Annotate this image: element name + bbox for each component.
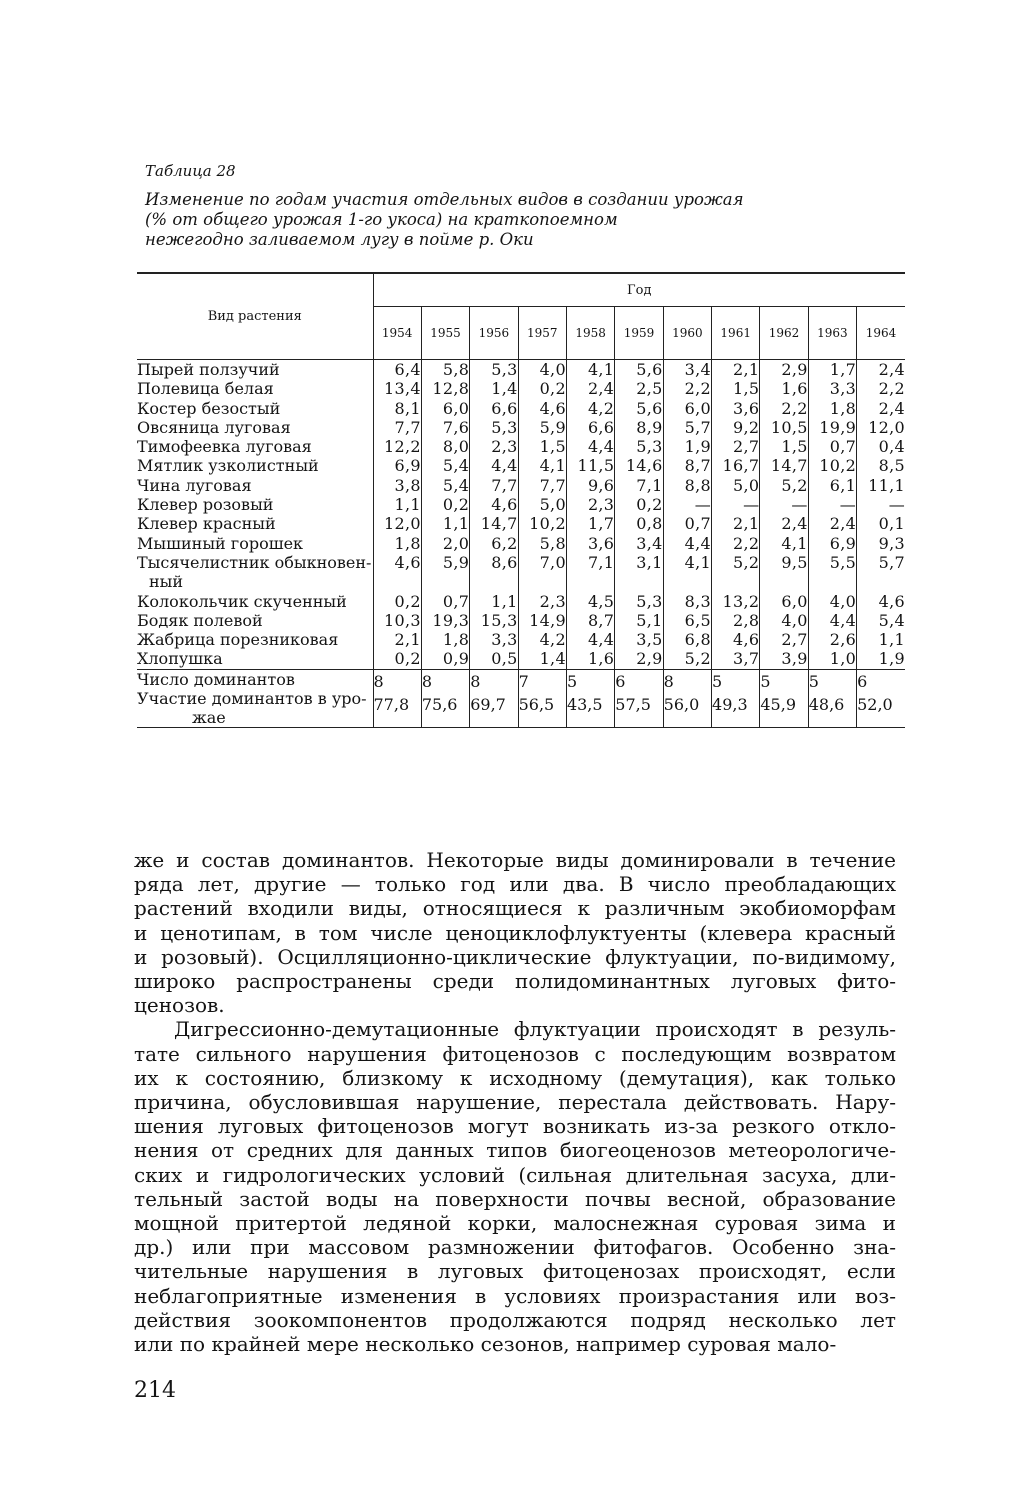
value-cell: 6,5: [684, 610, 712, 630]
dominants-count: 5: [760, 671, 771, 691]
value-cell: 2,2: [878, 379, 905, 399]
summary-values: [857, 669, 905, 727]
summary-row: [137, 669, 905, 727]
value-cell: 8,9: [636, 417, 663, 437]
value-cell: 1,7: [587, 514, 615, 534]
summary-values: [760, 669, 808, 727]
dominants-share: 52,0: [857, 694, 893, 714]
value-cell: 14,9: [529, 610, 566, 630]
summary-values: [421, 669, 469, 727]
value-cell: 15,3: [480, 610, 518, 630]
text-line: шения луговых фитоценозов могут возникать из-за резкого откло-: [134, 1114, 896, 1139]
species-name: Колокольчик скученный: [137, 591, 347, 611]
species-name: Костер безостый: [137, 398, 281, 418]
value-cell: —: [694, 495, 712, 515]
value-cell: 19,3: [432, 610, 470, 630]
species-name: ный: [149, 572, 184, 592]
value-cell: 3,8: [394, 475, 421, 495]
value-cell: 5,4: [442, 456, 470, 476]
value-cell: 2,4: [878, 398, 905, 418]
value-cell: 4,2: [587, 398, 615, 418]
value-cell: 2,2: [684, 379, 712, 399]
value-cell: 4,6: [491, 495, 518, 515]
value-cell: 0,2: [539, 379, 566, 399]
value-cell: 4,0: [539, 360, 566, 379]
value-cell: 3,9: [781, 649, 808, 669]
title-line: нежегодно заливаемом лугу в пойме р. Оки: [145, 230, 534, 249]
year-header: 1957: [518, 307, 566, 360]
value-cell: 7,1: [587, 552, 615, 572]
text-line: нения от средних для данных типов биогеоценозов метеорологиче-: [134, 1138, 896, 1163]
value-cell: 5,4: [878, 610, 905, 630]
value-cell: 5,8: [442, 360, 470, 379]
value-cell: 4,6: [539, 398, 566, 418]
value-cell: 0,8: [636, 514, 663, 534]
species-name: Чина луговая: [137, 475, 252, 495]
title-line: (% от общего урожая 1-го укоса) на краткопоемном: [145, 210, 618, 229]
value-cell: 10,2: [529, 514, 566, 534]
value-cell: 0,2: [394, 591, 421, 611]
value-cell: 0,4: [878, 437, 905, 457]
value-cell: 14,7: [770, 456, 808, 476]
text-line: их к состоянию, близкому к исходному (демутация), как только: [134, 1065, 896, 1090]
value-cell: 7,6: [442, 417, 470, 437]
species-name: Тимофеевка луговая: [137, 437, 312, 457]
year-values-column: [857, 360, 905, 670]
species-name: Мятлик узколистный: [137, 456, 319, 476]
value-cell: 6,0: [684, 398, 712, 418]
dominants-count: 8: [373, 671, 384, 691]
text-line: и розовый). Осцилляционно-циклические флуктуации, по-видимому,: [134, 944, 896, 969]
summary-values: [615, 669, 663, 727]
value-cell: 12,0: [868, 417, 905, 437]
value-cell: 4,1: [781, 533, 808, 553]
dominants-count: 6: [857, 671, 868, 691]
value-cell: —: [791, 495, 808, 515]
value-cell: 3,6: [733, 398, 760, 418]
summary-labels: [137, 669, 373, 727]
value-cell: 5,7: [878, 552, 905, 572]
year-values-column: [615, 360, 663, 670]
value-cell: 9,2: [733, 417, 760, 437]
value-cell: 2,9: [636, 649, 663, 669]
species-name: Жабрица порезниковая: [137, 630, 339, 650]
value-cell: 0,9: [442, 649, 470, 669]
value-cell: 12,8: [432, 379, 470, 399]
dominants-share: 56,5: [518, 694, 555, 714]
value-cell: 5,0: [733, 475, 760, 495]
year-values-column: [760, 360, 808, 670]
text-line: чительные нарушения в луговых фитоценозах происходят, если: [134, 1259, 896, 1284]
value-cell: 5,2: [733, 552, 760, 572]
dominants-count: 7: [518, 671, 529, 691]
dominants-share: 75,6: [421, 694, 458, 714]
text-line: широко распространены среди полидоминантных луговых фито-: [134, 969, 896, 994]
value-cell: 0,7: [442, 591, 470, 611]
value-cell: 0,2: [636, 495, 663, 515]
value-cell: 2,9: [781, 360, 808, 379]
value-cell: 2,8: [733, 610, 760, 630]
value-cell: [422, 572, 469, 591]
value-cell: [809, 572, 856, 591]
value-cell: 2,3: [539, 591, 566, 611]
summary-values: [663, 669, 711, 727]
value-cell: 5,8: [539, 533, 566, 553]
value-cell: [857, 572, 905, 591]
share-label: Участие доминантов в уро-: [137, 688, 367, 708]
value-cell: 4,4: [587, 630, 615, 650]
value-cell: 9,6: [587, 475, 615, 495]
dominants-count: 5: [566, 671, 578, 691]
value-cell: 1,5: [781, 437, 808, 457]
summary-values: [470, 669, 518, 727]
year-header: 1962: [760, 307, 808, 360]
value-cell: 12,0: [384, 514, 421, 534]
value-cell: 11,5: [577, 456, 615, 476]
species-name: Хлопушка: [137, 649, 223, 669]
value-cell: 5,2: [684, 649, 712, 669]
value-cell: 14,7: [480, 514, 518, 534]
species-name: Тысячелистник обыкновен-: [137, 552, 372, 572]
value-cell: 8,1: [394, 398, 421, 418]
text-line: или по крайней мере несколько сезонов, например суровая мало-: [134, 1332, 837, 1357]
year-values-column: [712, 360, 760, 670]
text-line: ряда лет, другие — только год или два. В число преобладающих: [134, 872, 896, 897]
species-name: Клевер розовый: [137, 495, 274, 515]
value-cell: 8,8: [684, 475, 712, 495]
value-cell: 2,7: [733, 437, 760, 457]
year-header: 1961: [712, 307, 760, 360]
value-cell: 10,5: [770, 417, 808, 437]
value-cell: 4,0: [781, 610, 808, 630]
value-cell: 5,6: [636, 398, 663, 418]
value-cell: 1,4: [539, 649, 566, 669]
dominants-count: 6: [615, 671, 626, 691]
value-cell: 4,5: [587, 591, 615, 611]
text-line: растений входили виды, относящиеся к различным экобиоморфам: [134, 896, 896, 921]
dominants-label: Число доминантов: [137, 669, 295, 689]
value-cell: 8,3: [684, 591, 712, 611]
value-cell: 1,8: [829, 398, 857, 418]
body-text: [134, 848, 896, 1356]
value-cell: 5,3: [491, 417, 518, 437]
summary-values: [808, 669, 856, 727]
value-cell: 2,2: [781, 398, 808, 418]
dominants-share: 69,7: [470, 694, 506, 714]
table-title: [145, 190, 845, 250]
value-cell: 4,1: [587, 360, 615, 379]
value-cell: 6,2: [491, 533, 518, 553]
species-header: Вид растения: [207, 309, 302, 324]
value-cell: 0,2: [442, 495, 470, 515]
value-cell: 2,4: [781, 514, 808, 534]
year-header: 1958: [566, 307, 614, 360]
data-table: [137, 272, 905, 728]
summary-values: [712, 669, 760, 727]
value-cell: 6,9: [829, 533, 857, 553]
dominants-share: 43,5: [566, 694, 603, 714]
value-cell: 7,7: [539, 475, 566, 495]
species-name: Полевица белая: [137, 379, 274, 399]
value-cell: 3,3: [829, 379, 857, 399]
summary-values: [518, 669, 566, 727]
value-cell: —: [839, 495, 857, 515]
paragraph-1: [134, 848, 896, 1017]
value-cell: 1,7: [829, 360, 857, 379]
value-cell: 1,8: [442, 630, 470, 650]
species-name: Бодяк полевой: [137, 610, 263, 630]
value-cell: —: [888, 495, 905, 515]
value-cell: [470, 572, 517, 591]
value-cell: 1,6: [781, 379, 808, 399]
value-cell: 8,0: [442, 437, 470, 457]
summary-values: [373, 669, 421, 727]
text-line: Дигрессионно-демутационные флуктуации происходят в резуль-: [174, 1017, 896, 1042]
value-cell: 2,3: [491, 437, 518, 457]
value-cell: 9,5: [781, 552, 808, 572]
species-name: Клевер красный: [137, 514, 276, 534]
year-header: 1963: [808, 307, 856, 360]
dominants-share: 45,9: [760, 694, 796, 714]
value-cell: 7,1: [636, 475, 663, 495]
value-cell: 5,6: [636, 360, 663, 379]
value-cell: 16,7: [722, 456, 760, 476]
page-number: 214: [134, 1378, 176, 1403]
value-cell: 1,4: [491, 379, 518, 399]
value-cell: 2,0: [442, 533, 470, 553]
value-cell: 5,2: [781, 475, 808, 495]
value-cell: 4,6: [394, 552, 421, 572]
value-cell: 10,3: [384, 610, 421, 630]
value-cell: 3,7: [733, 649, 760, 669]
value-cell: 2,1: [394, 630, 421, 650]
year-header: 1960: [663, 307, 711, 360]
year-group-header: Год: [373, 273, 905, 307]
year-header: 1956: [470, 307, 518, 360]
species-name: Овсяница луговая: [137, 417, 291, 437]
value-cell: 2,4: [829, 514, 857, 534]
value-cell: [615, 572, 662, 591]
value-cell: 7,0: [539, 552, 566, 572]
value-cell: 1,9: [684, 437, 712, 457]
dominants-count: 5: [808, 671, 819, 691]
value-cell: 8,7: [587, 610, 615, 630]
value-cell: —: [743, 495, 760, 515]
paragraph-2: [134, 1017, 896, 1356]
value-cell: 12,2: [384, 437, 421, 457]
text-line: ценозов.: [134, 993, 225, 1018]
value-cell: 5,0: [539, 495, 566, 515]
year-header: 1959: [615, 307, 663, 360]
value-cell: 0,7: [829, 437, 857, 457]
value-cell: 1,6: [587, 649, 615, 669]
value-cell: 13,4: [384, 379, 421, 399]
value-cell: 4,2: [539, 630, 566, 650]
value-cell: 0,1: [878, 514, 905, 534]
value-cell: 5,1: [636, 610, 663, 630]
value-cell: 1,1: [442, 514, 470, 534]
value-cell: 1,0: [829, 649, 857, 669]
summary-values: [566, 669, 614, 727]
value-cell: 4,4: [587, 437, 615, 457]
value-cell: 2,1: [733, 514, 760, 534]
value-cell: 2,5: [636, 379, 663, 399]
value-cell: 19,9: [819, 417, 857, 437]
value-cell: 1,1: [878, 630, 905, 650]
value-cell: 4,1: [684, 552, 712, 572]
value-cell: [567, 572, 614, 591]
value-cell: 5,9: [442, 552, 470, 572]
value-cell: 4,1: [539, 456, 566, 476]
year-header: 1964: [857, 307, 905, 360]
species-values-row: [137, 360, 905, 670]
value-cell: [712, 572, 759, 591]
value-cell: 0,5: [491, 649, 518, 669]
year-header: 1954: [373, 307, 421, 360]
value-cell: 2,4: [587, 379, 615, 399]
value-cell: 2,3: [587, 495, 615, 515]
value-cell: 6,1: [829, 475, 857, 495]
dominants-count: 8: [663, 671, 674, 691]
value-cell: 1,8: [394, 533, 421, 553]
year-values-column: [470, 360, 518, 670]
value-cell: 6,0: [781, 591, 808, 611]
title-line: Изменение по годам участия отдельных видов в создании урожая: [145, 190, 744, 209]
year-values-column: [421, 360, 469, 670]
value-cell: 7,7: [394, 417, 421, 437]
value-cell: [374, 572, 421, 591]
value-cell: 4,6: [733, 630, 760, 650]
value-cell: 4,4: [491, 456, 518, 476]
species-name: Мышиный горошек: [137, 533, 304, 553]
text-line: тате сильного нарушения фитоценозов с последующим возвратом: [134, 1041, 896, 1066]
value-cell: 7,7: [491, 475, 518, 495]
table-label: Таблица 28: [145, 162, 236, 180]
value-cell: 3,5: [636, 630, 663, 650]
value-cell: 5,3: [491, 360, 518, 379]
value-cell: 2,4: [878, 360, 905, 379]
text-line: тельный застой воды на поверхности почвы весной, образование: [134, 1186, 896, 1211]
value-cell: 8,6: [491, 552, 518, 572]
dominants-count: 8: [421, 671, 433, 691]
value-cell: 3,4: [684, 360, 712, 379]
text-line: др.) или при массовом размножении фитофагов. Особенно зна-: [134, 1235, 896, 1260]
year-values-column: [373, 360, 421, 670]
value-cell: 13,2: [722, 591, 760, 611]
value-cell: 6,6: [587, 417, 615, 437]
text-line: неблагоприятные изменения в условиях произрастания или воз-: [134, 1283, 896, 1308]
value-cell: 3,1: [636, 552, 663, 572]
value-cell: 1,9: [878, 649, 905, 669]
year-values-column: [518, 360, 566, 670]
dominants-share: 56,0: [663, 694, 700, 714]
dominants-count: 8: [470, 671, 481, 691]
value-cell: [760, 572, 807, 591]
value-cell: 5,5: [829, 552, 857, 572]
value-cell: 6,6: [491, 398, 518, 418]
value-cell: 6,4: [394, 360, 421, 379]
text-line: же и состав доминантов. Некоторые виды доминировали в течение: [134, 848, 896, 872]
species-name: Пырей ползучий: [137, 360, 280, 379]
value-cell: 11,1: [868, 475, 905, 495]
dominants-share: 77,8: [373, 694, 410, 714]
value-cell: 14,6: [625, 456, 663, 476]
value-cell: 1,1: [394, 495, 421, 515]
value-cell: 0,7: [684, 514, 712, 534]
text-line: мощной притертой ледяной корки, малоснежная суровая зима и: [134, 1211, 896, 1236]
value-cell: 1,5: [539, 437, 566, 457]
value-cell: 4,4: [829, 610, 857, 630]
value-cell: 8,7: [684, 456, 712, 476]
value-cell: 3,3: [491, 630, 518, 650]
value-cell: 5,7: [684, 417, 712, 437]
value-cell: 4,0: [829, 591, 857, 611]
year-values-column: [808, 360, 856, 670]
dominants-share: 49,3: [712, 694, 748, 714]
year-header: 1955: [421, 307, 469, 360]
value-cell: [664, 572, 711, 591]
year-values-column: [663, 360, 711, 670]
dominants-count: 5: [712, 671, 723, 691]
value-cell: 2,6: [829, 630, 857, 650]
value-cell: 0,2: [394, 649, 421, 669]
value-cell: 5,4: [442, 475, 470, 495]
value-cell: [519, 572, 566, 591]
value-cell: 6,8: [684, 630, 712, 650]
value-cell: 2,7: [781, 630, 808, 650]
value-cell: 4,4: [684, 533, 712, 553]
value-cell: 5,3: [636, 437, 663, 457]
year-values-column: [566, 360, 614, 670]
text-line: действия зоокомпонентов продолжаются подряд несколько лет: [134, 1307, 896, 1332]
value-cell: 6,9: [394, 456, 421, 476]
value-cell: 5,3: [636, 591, 663, 611]
value-cell: 3,4: [636, 533, 663, 553]
value-cell: 1,5: [733, 379, 760, 399]
value-cell: 9,3: [878, 533, 905, 553]
dominants-share: 48,6: [808, 694, 845, 714]
species-list: [137, 360, 373, 670]
text-line: причина, обусловившая нарушение, перестала действовать. Нару-: [134, 1090, 896, 1115]
text-line: и ценотипам, в том числе ценоциклофлуктуенты (клевера красный: [134, 920, 896, 945]
value-cell: 5,9: [539, 417, 566, 437]
share-label-cont: жае: [192, 707, 226, 727]
value-cell: 6,0: [442, 398, 470, 418]
value-cell: 1,1: [491, 591, 518, 611]
value-cell: 10,2: [819, 456, 857, 476]
text-line: ских и гидрологических условий (сильная длительная засуха, дли-: [134, 1162, 896, 1187]
dominants-share: 57,5: [615, 694, 651, 714]
value-cell: 3,6: [587, 533, 615, 553]
value-cell: 2,1: [733, 360, 760, 379]
value-cell: 8,5: [878, 456, 905, 476]
value-cell: 4,6: [878, 591, 905, 611]
value-cell: 2,2: [733, 533, 760, 553]
